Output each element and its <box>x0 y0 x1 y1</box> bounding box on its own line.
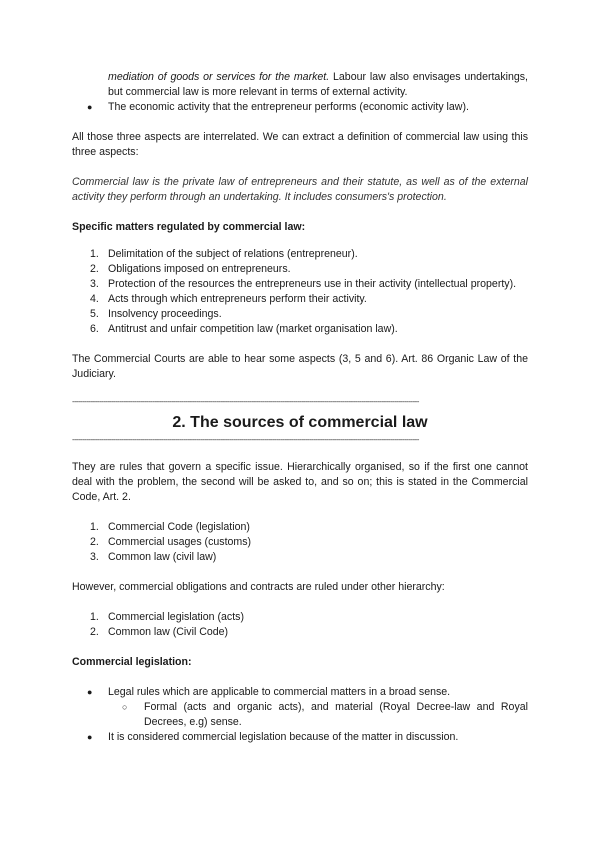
list-item <box>72 262 528 277</box>
number-marker: 5. <box>90 308 99 320</box>
specific-matters-heading: Specific matters regulated by commercial law: <box>72 221 306 233</box>
specific-matters-list <box>72 247 528 337</box>
obligations-list <box>72 610 528 640</box>
list-item-text: Commercial legislation (acts) <box>108 611 244 623</box>
continued-italic: mediation of goods or services for the market. <box>108 71 330 83</box>
list-item <box>72 322 528 337</box>
number-marker: 2. <box>90 263 99 275</box>
number-marker: 2. <box>90 626 99 638</box>
continued-bullet-text <box>72 70 528 100</box>
section-title: 2. The sources of commercial law <box>172 414 428 431</box>
top-bullet-list <box>72 100 528 115</box>
list-item <box>72 685 528 730</box>
legislation-heading: Commercial legislation: <box>72 656 192 668</box>
sources-list <box>72 520 528 565</box>
list-item-text: Commercial Code (legislation) <box>108 521 250 533</box>
list-item-text: Commercial usages (customs) <box>108 536 252 548</box>
separator-top: ------------------------------------------------------------------------------------------------------------------------------------------------------------------------ <box>72 398 419 406</box>
list-item <box>72 247 528 262</box>
sub-list-item-text: Formal (acts and organic acts), and material (Royal Decree-law and Royal Decrees, e.g) sense. <box>144 701 528 728</box>
number-marker: 1. <box>90 248 99 260</box>
list-item-text: Insolvency proceedings. <box>108 308 222 320</box>
list-item <box>72 610 528 625</box>
list-item <box>72 307 528 322</box>
bullet-marker: ● <box>87 102 93 112</box>
number-marker: 3. <box>90 278 99 290</box>
sources-paragraph: They are rules that govern a specific issue. Hierarchically organised, so if the first one cannot deal with the problem, the second will be asked to, and so on; this is stated in the Commercial Code, Art. 2. <box>72 461 528 503</box>
number-marker: 4. <box>90 293 99 305</box>
list-item-text: Acts through which entrepreneurs perform their activity. <box>108 293 367 305</box>
intro-paragraph: All those three aspects are interrelated. We can extract a definition of commercial law using this three aspects: <box>72 131 528 158</box>
list-item-text: Protection of the resources the entrepreneurs use in their activity (intellectual property). <box>108 278 517 290</box>
bullet-marker: ● <box>87 687 93 697</box>
separator-bottom: ------------------------------------------------------------------------------------------------------------------------------------------------------------------------ <box>72 436 419 444</box>
courts-paragraph: The Commercial Courts are able to hear some aspects (3, 5 and 6). Art. 86 Organic Law of the Judiciary. <box>72 353 528 380</box>
list-item <box>72 625 528 640</box>
legislation-sub-list <box>108 700 528 730</box>
sub-bullet-marker: ○ <box>122 702 128 712</box>
list-item <box>72 277 528 292</box>
number-marker: 1. <box>90 521 99 533</box>
list-item-text: Common law (civil law) <box>108 551 217 563</box>
list-item-text: The economic activity that the entrepreneur performs (economic activity law). <box>108 101 469 113</box>
list-item-text: It is considered commercial legislation because of the matter in discussion. <box>108 731 459 743</box>
list-item <box>72 535 528 550</box>
however-paragraph: However, commercial obligations and contracts are ruled under other hierarchy: <box>72 581 445 593</box>
list-item-text: Obligations imposed on entrepreneurs. <box>108 263 291 275</box>
list-item-text: Antitrust and unfair competition law (market organisation law). <box>108 323 398 335</box>
continued-rest: Labour law also envisages undertakings, but commercial law is more relevant in terms of external activity. <box>108 71 528 98</box>
number-marker: 1. <box>90 611 99 623</box>
list-item <box>72 100 528 115</box>
list-item-text: Common law (Civil Code) <box>108 626 229 638</box>
list-item-text: Delimitation of the subject of relations (entrepreneur). <box>108 248 358 260</box>
definition-paragraph: Commercial law is the private law of entrepreneurs and their statute, as well as of the external activity they perform through an undertaking. It includes consumers's protection. <box>72 176 528 203</box>
list-item <box>72 730 528 745</box>
number-marker: 2. <box>90 536 99 548</box>
list-item <box>72 292 528 307</box>
list-item <box>72 520 528 535</box>
bullet-marker: ● <box>87 732 93 742</box>
list-item <box>72 550 528 565</box>
sub-list-item <box>108 700 528 730</box>
number-marker: 6. <box>90 323 99 335</box>
legislation-list <box>72 685 528 745</box>
number-marker: 3. <box>90 551 99 563</box>
list-item-text: Legal rules which are applicable to commercial matters in a broad sense. <box>108 686 451 698</box>
document-page <box>72 70 528 745</box>
